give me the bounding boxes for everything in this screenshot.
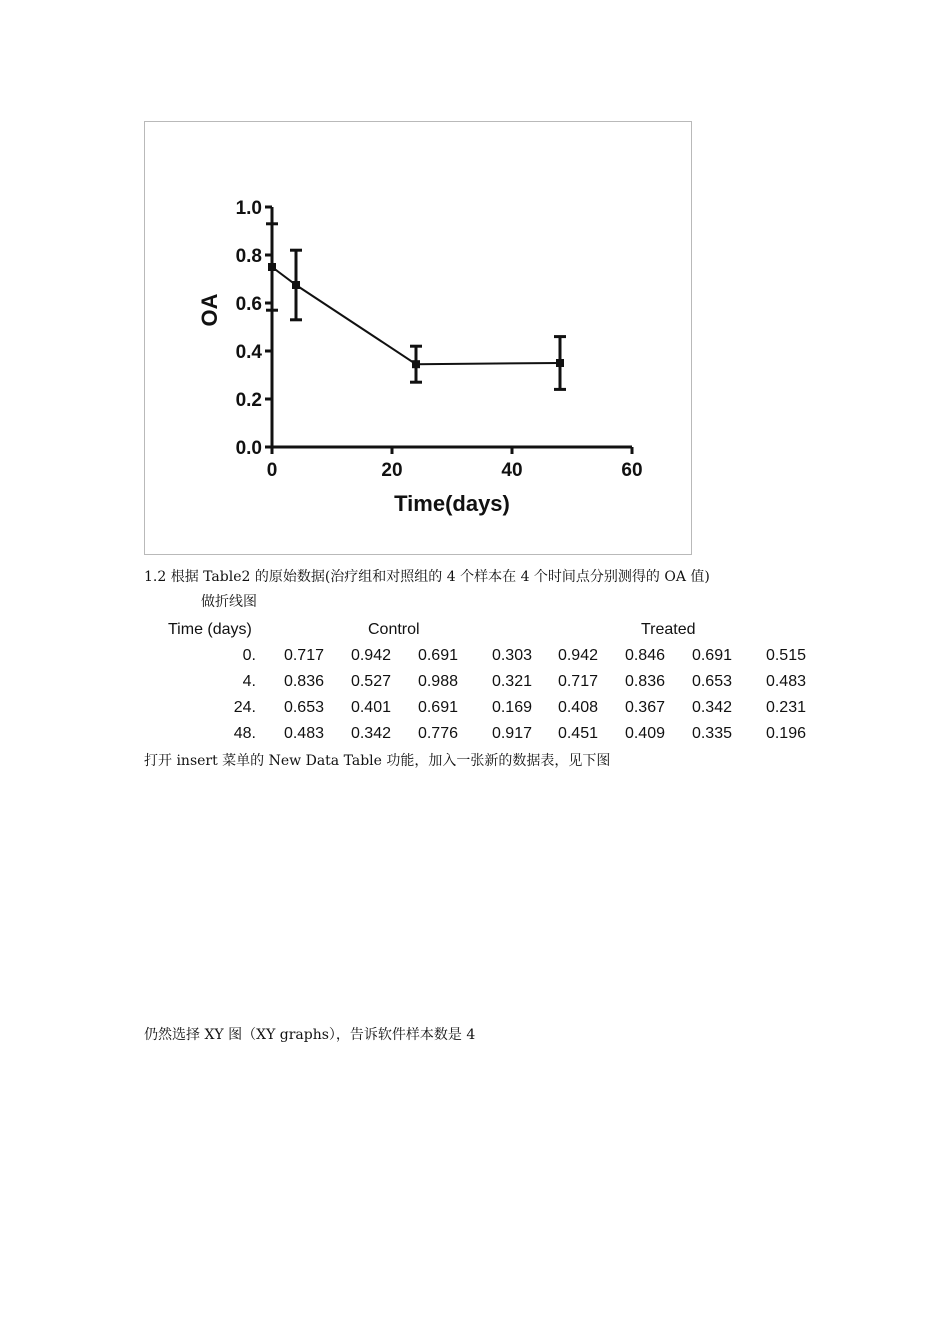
table-cell-control: 0.836 [283, 673, 324, 690]
y-tick-label: 0.2 [235, 390, 262, 411]
table-header-treated: Treated [641, 621, 696, 638]
y-axis-title: OA [197, 293, 222, 327]
table-cell-time: 48. [233, 725, 256, 742]
chart-ticks [236, 198, 643, 481]
table-cell-treated: 0.515 [765, 647, 806, 664]
y-tick-label: 1.0 [235, 198, 262, 219]
data-point [556, 359, 564, 367]
table-cell-treated: 0.231 [765, 699, 806, 716]
table-cell-treated: 0.836 [624, 673, 665, 690]
table-cell-treated: 0.653 [691, 673, 732, 690]
figure-frame [144, 121, 692, 555]
x-tick-label: 60 [621, 460, 643, 481]
x-axis-title: Time(days) [394, 491, 510, 516]
table-cell-time: 24. [233, 699, 256, 716]
table-cell-treated: 0.342 [691, 699, 732, 716]
table-cell-control: 0.483 [283, 725, 324, 742]
table-cell-treated: 0.451 [557, 725, 598, 742]
table-cell-control: 0.527 [350, 673, 391, 690]
x-tick-label: 40 [501, 460, 523, 481]
y-tick-label: 0.4 [235, 342, 262, 363]
table-cell-control: 0.653 [283, 699, 324, 716]
chart-series [266, 224, 566, 390]
table-cell-control: 0.691 [417, 699, 458, 716]
chart-axes [272, 207, 632, 447]
table-cell-treated: 0.483 [765, 673, 806, 690]
table-cell-control: 0.321 [491, 673, 532, 690]
table-cell-control: 0.917 [491, 725, 532, 742]
data-point [268, 263, 276, 271]
table-cell-time: 4. [242, 673, 256, 690]
table-cell-control: 0.942 [350, 647, 391, 664]
table-cell-control: 0.988 [417, 673, 458, 690]
y-tick-label: 0.8 [235, 246, 262, 267]
figure-caption-line-1: 1.2 根据 Table2 的原始数据(治疗组和对照组的 4 个样本在 4 个时间点分别测得的 OA 值) [144, 569, 710, 585]
table-cell-treated: 0.335 [691, 725, 732, 742]
table-cell-control: 0.303 [491, 647, 532, 664]
table-cell-control: 0.691 [417, 647, 458, 664]
table-cell-treated: 0.717 [557, 673, 598, 690]
paragraph-new-data-table: 打开 insert 菜单的 New Data Table 功能，加入一张新的数据表，见下图 [144, 753, 611, 769]
y-tick-label: 0.0 [235, 438, 262, 459]
table-cell-treated: 0.367 [624, 699, 665, 716]
table-cell-control: 0.717 [283, 647, 324, 664]
table-cell-control: 0.776 [417, 725, 458, 742]
data-point [292, 281, 300, 289]
y-tick-label: 0.6 [235, 294, 262, 315]
table-cell-treated: 0.942 [557, 647, 598, 664]
figure-caption-line-2: 做折线图 [201, 594, 257, 610]
table-cell-control: 0.169 [491, 699, 532, 716]
table-cell-treated: 0.846 [624, 647, 665, 664]
table-header-control: Control [368, 621, 420, 638]
table-header-time: Time (days) [168, 621, 252, 638]
x-tick-label: 20 [381, 460, 403, 481]
table-cell-control: 0.401 [350, 699, 391, 716]
x-tick-label: 0 [266, 460, 278, 481]
table-cell-treated: 0.408 [557, 699, 598, 716]
table-cell-time: 0. [242, 647, 256, 664]
table-cell-treated: 0.409 [624, 725, 665, 742]
data-point [412, 360, 420, 368]
table-cell-control: 0.342 [350, 725, 391, 742]
line-chart [145, 122, 693, 556]
paragraph-xy-graphs: 仍然选择 XY 图（XY graphs），告诉软件样本数是 4 [144, 1027, 476, 1043]
table-cell-treated: 0.691 [691, 647, 732, 664]
table-cell-treated: 0.196 [765, 725, 806, 742]
